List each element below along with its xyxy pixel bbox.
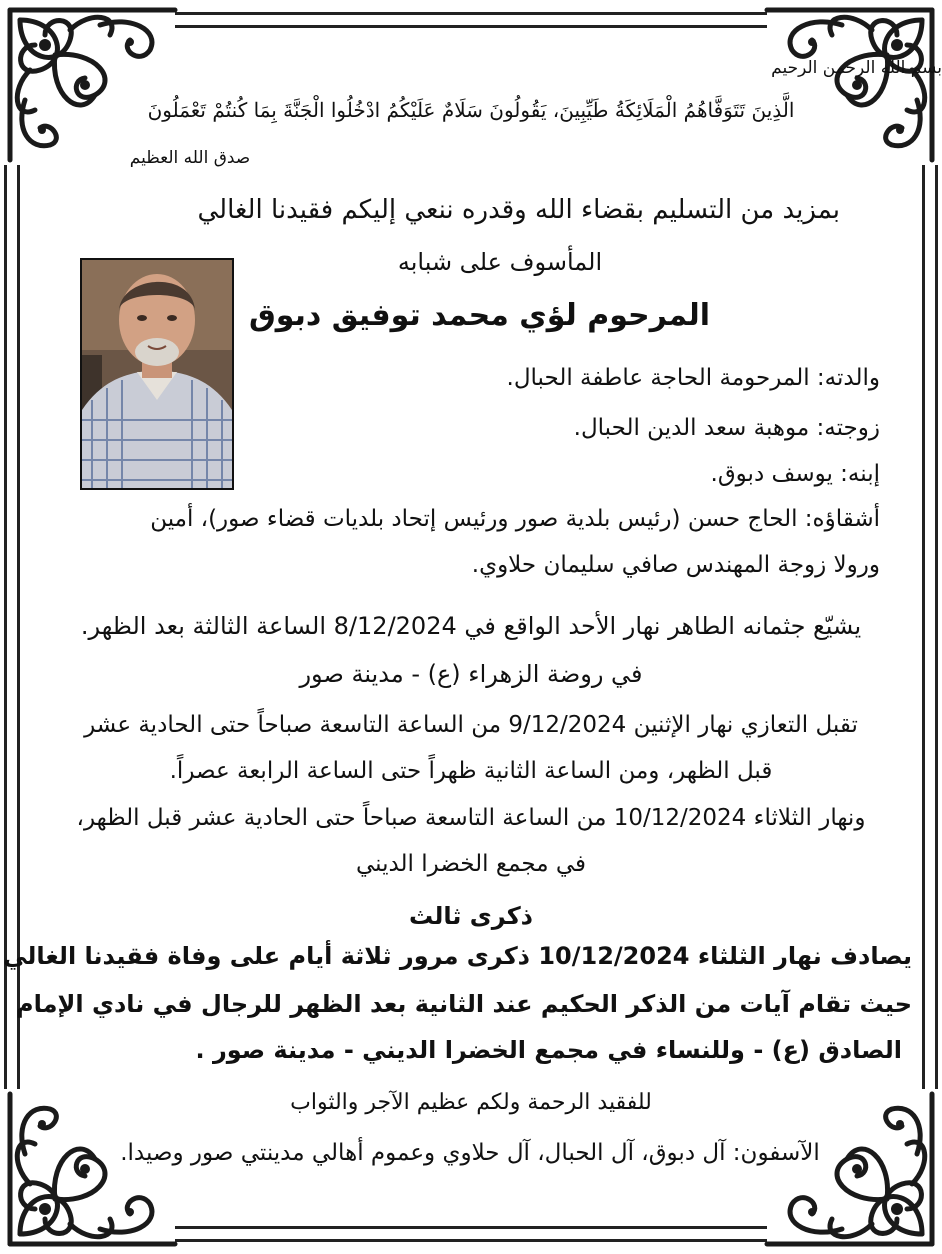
- quran-verse: الَّذِينَ تَتَوَفَّاهُمُ الْمَلَائِكَةُ طَيِّبِينَ، يَقُولُونَ سَلَامٌ عَلَيْكُمُ ادْخُلُوا الْجَنَّةَ بِمَا كُنتُمْ تَعْمَلُونَ: [147, 98, 795, 122]
- family-mother: والدته: المرحومة الحاجة عاطفة الحبال.: [506, 365, 880, 391]
- portrait-photo: [80, 258, 234, 490]
- right-border: [922, 165, 938, 1089]
- bottom-border: [175, 1226, 767, 1242]
- condolences-line-2: قبل الظهر، ومن الساعة الثانية ظهراً حتى الساعة الرابعة عصراً.: [169, 758, 773, 784]
- family-siblings-line-1: أشقاؤه: الحاج حسن (رئيس بلدية صور ورئيس إتحاد بلديات قضاء صور)، أمين: [150, 506, 880, 532]
- condolences-line-3: ونهار الثلاثاء 10/12/2024 من الساعة التاسعة صباحاً حتى الحادية عشر قبل الظهر،: [76, 805, 866, 831]
- funeral-line-1: يشيّع جثمانه الطاهر نهار الأحد الواقع في 8/12/2024 الساعة الثالثة بعد الظهر.: [80, 612, 862, 640]
- condolences-line-4: في مجمع الخضرا الديني: [355, 851, 587, 877]
- memorial-line-3: الصادق (ع) - وللنساء في مجمع الخضرا الديني - مدينة صور .: [195, 1036, 902, 1064]
- condolences-line-1: تقبل التعازي نهار الإثنين 9/12/2024 من الساعة التاسعة صباحاً حتى الحادية عشر: [84, 712, 858, 738]
- family-son: إبنه: يوسف دبوق.: [710, 461, 880, 487]
- family-wife: زوجته: موهبة سعد الدين الحبال.: [573, 415, 880, 441]
- sadaqa-line: صدق الله العظيم: [129, 148, 251, 168]
- memorial-line-1: يصادف نهار الثلثاء 10/12/2024 ذكرى مرور ثلاثة أيام على وفاة فقيدنا الغالي: [3, 942, 912, 970]
- mercy-line: للفقيد الرحمة ولكم عظيم الآجر والثواب: [290, 1090, 652, 1115]
- deceased-name: المرحوم لؤي محمد توفيق دبوق: [248, 298, 710, 333]
- mourners-line: الآسفون: آل دبوق، آل الحبال، آل حلاوي وعموم أهالي مدينتي صور وصيدا.: [120, 1140, 820, 1166]
- portrait-photo-icon: [82, 260, 232, 488]
- intro-line-2: المأسوف على شبابه: [397, 248, 603, 276]
- corner-ornament-icon: [762, 0, 942, 165]
- funeral-line-2: في روضة الزهراء (ع) - مدينة صور: [299, 660, 643, 688]
- basmala: بسم الله الرحمن الرحيم: [771, 58, 942, 78]
- family-siblings-line-2: ورولا زوجة المهندس صافي سليمان حلاوي.: [471, 552, 880, 578]
- top-border: [175, 12, 767, 28]
- corner-ornament-icon: [0, 0, 180, 165]
- intro-line-1: بمزيد من التسليم بقضاء الله وقدره ننعي إليكم فقيدنا الغالي: [197, 195, 840, 225]
- memorial-line-2: حيث تقام آيات من الذكر الحكيم عند الثانية بعد الظهر للرجال في نادي الإمام: [16, 990, 912, 1018]
- memorial-title: ذكرى ثالث: [409, 902, 533, 930]
